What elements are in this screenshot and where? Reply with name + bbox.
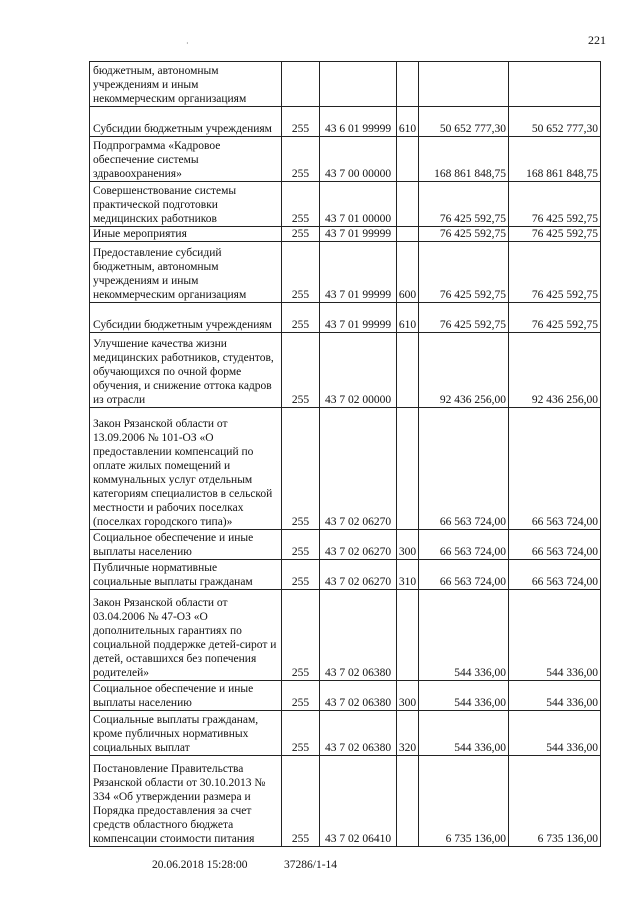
row-name: Закон Рязанской области от 03.04.2006 № 47-ОЗ «О дополнительных гарантиях по социальной поддержке детей-сирот и детей, оставшихся без попечения родителей» [90, 590, 282, 681]
row-amount-1: 76 425 592,75 [419, 182, 509, 227]
row-name: Совершенствование системы практической подготовки медицинских работников [90, 182, 282, 227]
table-row [90, 333, 601, 408]
row-expense-type: 300 [397, 681, 419, 711]
row-expense-type [397, 756, 419, 847]
table-row [90, 530, 601, 560]
row-amount-2: 66 563 724,00 [509, 408, 601, 530]
table-row [90, 242, 601, 303]
row-amount-1: 6 735 136,00 [419, 756, 509, 847]
footer-datetime: 20.06.2018 15:28:00 [152, 859, 248, 871]
row-target-article: 43 7 02 06380 [320, 681, 397, 711]
row-name: Улучшение качества жизни медицинских работников, студентов, обучающихся по очной форме обучения, и снижение оттока кадров из отрасли [90, 333, 282, 408]
row-code: 255 [282, 303, 320, 333]
row-code: 255 [282, 107, 320, 137]
row-expense-type: 300 [397, 530, 419, 560]
row-target-article: 43 7 02 06270 [320, 560, 397, 590]
row-code: 255 [282, 711, 320, 756]
row-name: Социальные выплаты гражданам, кроме публичных нормативных социальных выплат [90, 711, 282, 756]
row-name: Публичные нормативные социальные выплаты гражданам [90, 560, 282, 590]
row-expense-type [397, 62, 419, 107]
row-amount-2: 76 425 592,75 [509, 227, 601, 242]
table-row [90, 227, 601, 242]
row-code: 255 [282, 560, 320, 590]
row-amount-2 [509, 62, 601, 107]
row-amount-2: 66 563 724,00 [509, 560, 601, 590]
row-expense-type [397, 408, 419, 530]
row-amount-2: 66 563 724,00 [509, 530, 601, 560]
row-amount-1: 544 336,00 [419, 711, 509, 756]
table-row [90, 62, 601, 107]
row-target-article: 43 6 01 99999 [320, 107, 397, 137]
row-name: Иные мероприятия [90, 227, 282, 242]
row-amount-1: 544 336,00 [419, 590, 509, 681]
table-row [90, 303, 601, 333]
row-code: 255 [282, 530, 320, 560]
row-amount-2: 544 336,00 [509, 590, 601, 681]
row-code: 255 [282, 408, 320, 530]
row-target-article: 43 7 02 06380 [320, 590, 397, 681]
row-name: Предоставление субсидий бюджетным, автономным учреждениям и иным некоммерческим организациям [90, 242, 282, 303]
row-amount-2: 50 652 777,30 [509, 107, 601, 137]
row-target-article: 43 7 00 00000 [320, 137, 397, 182]
row-amount-2: 168 861 848,75 [509, 137, 601, 182]
table-row [90, 756, 601, 847]
row-expense-type: 610 [397, 303, 419, 333]
row-amount-1: 76 425 592,75 [419, 303, 509, 333]
table-row [90, 137, 601, 182]
row-expense-type [397, 137, 419, 182]
row-target-article: 43 7 01 99999 [320, 303, 397, 333]
row-amount-2: 544 336,00 [509, 711, 601, 756]
table-row [90, 107, 601, 137]
row-amount-1: 50 652 777,30 [419, 107, 509, 137]
row-code: 255 [282, 242, 320, 303]
row-code: 255 [282, 681, 320, 711]
row-target-article: 43 7 02 06380 [320, 711, 397, 756]
row-amount-2: 76 425 592,75 [509, 242, 601, 303]
row-target-article: 43 7 02 06410 [320, 756, 397, 847]
scan-mark: · [186, 39, 189, 48]
row-amount-2: 76 425 592,75 [509, 182, 601, 227]
budget-table [89, 61, 601, 847]
footer-document-code: 37286/1-14 [284, 859, 338, 871]
row-expense-type: 310 [397, 560, 419, 590]
row-expense-type [397, 590, 419, 681]
row-amount-2: 76 425 592,75 [509, 303, 601, 333]
table-row [90, 182, 601, 227]
table-row [90, 590, 601, 681]
row-name: Субсидии бюджетным учреждениям [90, 303, 282, 333]
table-row [90, 711, 601, 756]
row-code: 255 [282, 590, 320, 681]
row-code: 255 [282, 756, 320, 847]
page-number: 221 [588, 33, 606, 47]
row-amount-1: 168 861 848,75 [419, 137, 509, 182]
row-name: Субсидии бюджетным учреждениям [90, 107, 282, 137]
row-amount-1: 76 425 592,75 [419, 227, 509, 242]
row-amount-2: 6 735 136,00 [509, 756, 601, 847]
row-code: 255 [282, 182, 320, 227]
table-row [90, 681, 601, 711]
row-expense-type [397, 333, 419, 408]
row-amount-1: 66 563 724,00 [419, 560, 509, 590]
table-row [90, 560, 601, 590]
row-target-article: 43 7 02 06270 [320, 530, 397, 560]
row-expense-type: 610 [397, 107, 419, 137]
row-amount-1 [419, 62, 509, 107]
row-amount-1: 76 425 592,75 [419, 242, 509, 303]
row-name: Закон Рязанской области от 13.09.2006 № 101-ОЗ «О предоставлении компенсаций по оплате жилых помещений и коммунальных услуг отдельным категориям специалистов в сельской местности и рабочих поселках (поселках городского типа)» [90, 408, 282, 530]
row-expense-type: 600 [397, 242, 419, 303]
row-name: Постановление Правительства Рязанской области от 30.10.2013 № 334 «Об утверждении размера и Порядка предоставления за счет средств областного бюджета компенсации стоимости питания [90, 756, 282, 847]
row-expense-type [397, 227, 419, 242]
row-code [282, 62, 320, 107]
row-amount-1: 544 336,00 [419, 681, 509, 711]
row-expense-type: 320 [397, 711, 419, 756]
row-target-article: 43 7 02 00000 [320, 333, 397, 408]
row-amount-1: 66 563 724,00 [419, 408, 509, 530]
row-amount-1: 66 563 724,00 [419, 530, 509, 560]
row-name: бюджетным, автономным учреждениям и иным некоммерческим организациям [90, 62, 282, 107]
row-amount-2: 544 336,00 [509, 681, 601, 711]
row-code: 255 [282, 227, 320, 242]
row-name: Социальное обеспечение и иные выплаты населению [90, 530, 282, 560]
row-code: 255 [282, 137, 320, 182]
row-expense-type [397, 182, 419, 227]
row-amount-1: 92 436 256,00 [419, 333, 509, 408]
table-row [90, 408, 601, 530]
row-target-article: 43 7 01 99999 [320, 227, 397, 242]
row-name: Подпрограмма «Кадровое обеспечение системы здравоохранения» [90, 137, 282, 182]
row-target-article [320, 62, 397, 107]
row-target-article: 43 7 02 06270 [320, 408, 397, 530]
row-target-article: 43 7 01 00000 [320, 182, 397, 227]
row-name: Социальное обеспечение и иные выплаты населению [90, 681, 282, 711]
row-amount-2: 92 436 256,00 [509, 333, 601, 408]
row-target-article: 43 7 01 99999 [320, 242, 397, 303]
row-code: 255 [282, 333, 320, 408]
